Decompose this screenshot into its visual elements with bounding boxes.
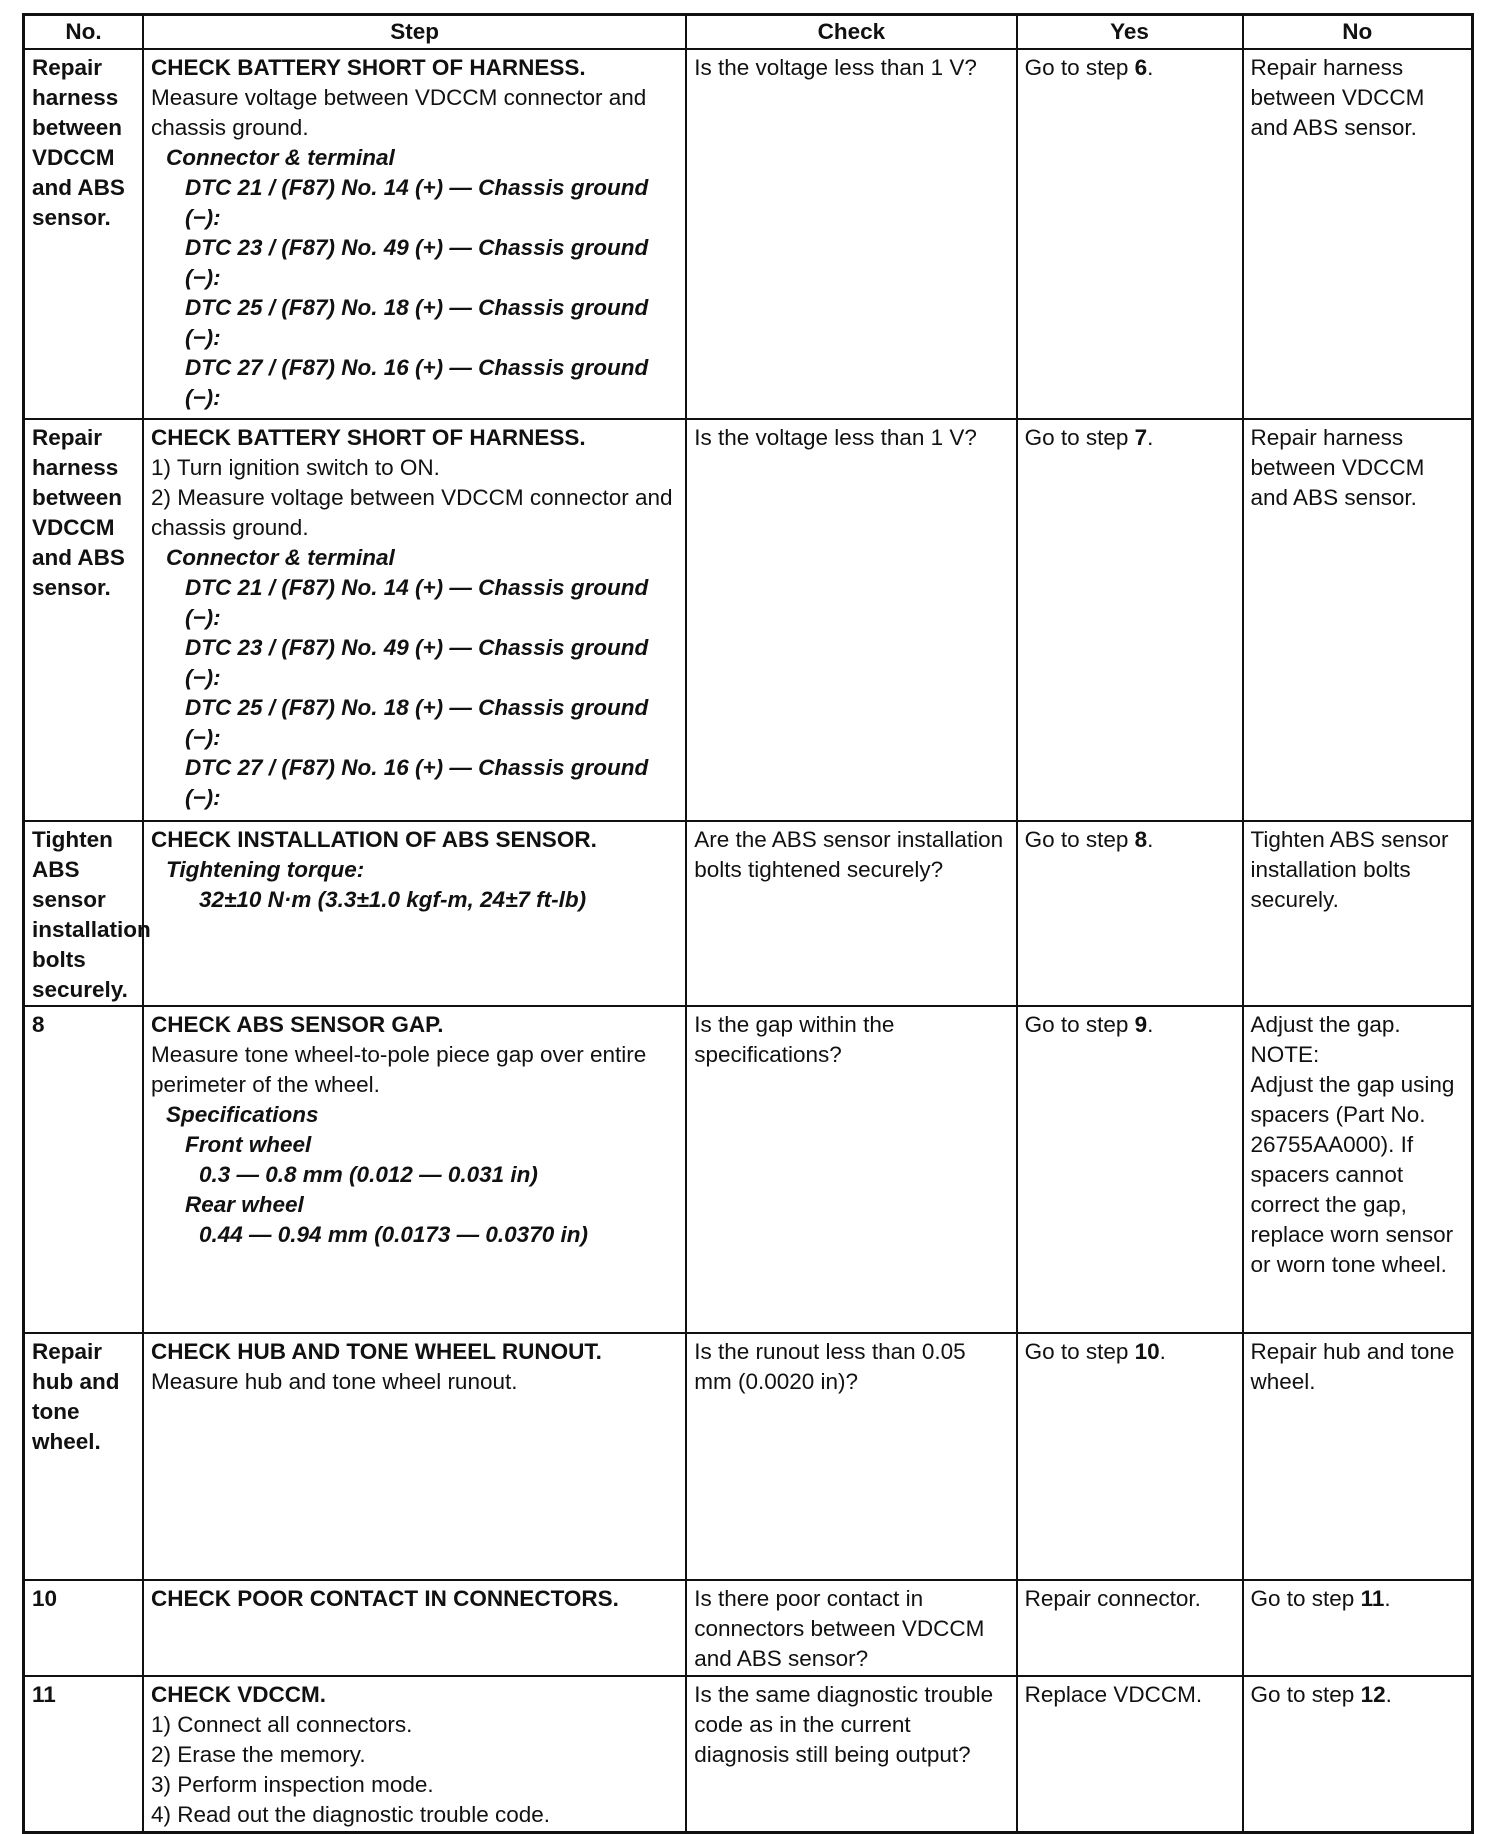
step-title: CHECK INSTALLATION OF ABS SENSOR. [150, 827, 597, 852]
step-number: Repair hub and tone wheel. [24, 1333, 143, 1580]
table-row [24, 1006, 1473, 1333]
yes-suffix: . [1147, 1012, 1154, 1037]
step-sub-item: DTC 23 / (F87) No. 49 (+) — Chassis ground (−): [184, 635, 649, 690]
step-title: CHECK VDCCM. [150, 1682, 326, 1707]
step-number: Repair harness between VDCCM and ABS sensor. [24, 419, 143, 821]
yes-text: Replace VDCCM. [1024, 1682, 1203, 1707]
step-number: Repair harness between VDCCM and ABS sensor. [24, 49, 143, 419]
step-title: CHECK BATTERY SHORT OF HARNESS. [150, 55, 586, 80]
yes-step-ref: 10 [1134, 1339, 1160, 1364]
step-text: Measure tone wheel-to-pole piece gap over entire perimeter of the wheel. [150, 1042, 647, 1097]
yes-text: Go to step [1024, 425, 1135, 450]
table-row [24, 1333, 1473, 1580]
step-cell [143, 49, 686, 419]
step-sub-item: DTC 27 / (F87) No. 16 (+) — Chassis ground (−): [184, 755, 649, 810]
yes-suffix: . [1159, 1339, 1166, 1364]
table-row [24, 419, 1473, 821]
step-sub-item: DTC 23 / (F87) No. 49 (+) — Chassis ground (−): [184, 235, 649, 290]
yes-cell [1017, 821, 1243, 1006]
step-sub-item: DTC 25 / (F87) No. 18 (+) — Chassis ground (−): [184, 695, 649, 750]
yes-suffix: . [1147, 827, 1154, 852]
yes-step-ref: 9 [1134, 1012, 1148, 1037]
front-wheel-label: Front wheel [184, 1132, 312, 1157]
yes-step-ref: 8 [1134, 827, 1148, 852]
yes-step-ref: 7 [1134, 425, 1148, 450]
rear-wheel-label: Rear wheel [184, 1192, 304, 1217]
check-cell: Is the voltage less than 1 V? [686, 49, 1016, 419]
step-cell [143, 1333, 686, 1580]
check-cell: Are the ABS sensor installation bolts tightened securely? [686, 821, 1016, 1006]
no-cell: Repair harness between VDCCM and ABS sensor. [1243, 49, 1473, 419]
step-cell [143, 1676, 686, 1832]
no-cell [1243, 1580, 1473, 1676]
no-suffix: . [1385, 1682, 1392, 1707]
yes-cell [1017, 1006, 1243, 1333]
step-text: 3) Perform inspection mode. [150, 1772, 434, 1797]
diagnostic-table [22, 13, 1474, 1834]
step-cell [143, 419, 686, 821]
step-text: Measure hub and tone wheel runout. [150, 1369, 518, 1394]
no-note-text: Adjust the gap using spacers (Part No. 26755AA000). If spacers cannot correct the gap, replace worn sensor or worn tone wheel. [1250, 1072, 1455, 1277]
step-text: 2) Erase the memory. [150, 1742, 366, 1767]
step-sub-item: DTC 25 / (F87) No. 18 (+) — Chassis ground (−): [184, 295, 649, 350]
step-sub-item: DTC 21 / (F87) No. 14 (+) — Chassis ground (−): [184, 575, 649, 630]
yes-cell [1017, 1333, 1243, 1580]
yes-suffix: . [1147, 425, 1154, 450]
step-cell [143, 1580, 686, 1676]
step-number: 8 [24, 1006, 143, 1333]
check-cell: Is the same diagnostic trouble code as in the current diagnosis still being output? [686, 1676, 1016, 1832]
check-cell: Is the runout less than 0.05 mm (0.0020 in)? [686, 1333, 1016, 1580]
header-yes: Yes [1017, 15, 1243, 50]
no-cell: Repair harness between VDCCM and ABS sensor. [1243, 419, 1473, 821]
step-number: 10 [24, 1580, 143, 1676]
check-cell: Is there poor contact in connectors between VDCCM and ABS sensor? [686, 1580, 1016, 1676]
no-text: Adjust the gap. [1250, 1012, 1401, 1037]
step-text: 2) Measure voltage between VDCCM connector and chassis ground. [150, 485, 673, 540]
step-number: 11 [24, 1676, 143, 1832]
no-cell [1243, 1676, 1473, 1832]
step-title: CHECK ABS SENSOR GAP. [150, 1012, 444, 1037]
header-step: Step [143, 15, 686, 50]
step-sub-item: DTC 21 / (F87) No. 14 (+) — Chassis ground (−): [184, 175, 649, 230]
step-title: CHECK HUB AND TONE WHEEL RUNOUT. [150, 1339, 602, 1364]
step-sub-label: Connector & terminal [165, 145, 395, 170]
step-sub-label: Connector & terminal [165, 545, 395, 570]
no-text: Go to step [1250, 1586, 1361, 1611]
header-no: No. [24, 15, 143, 50]
table-row [24, 821, 1473, 1006]
yes-cell [1017, 419, 1243, 821]
yes-suffix: . [1147, 55, 1154, 80]
yes-step-ref: 6 [1134, 55, 1148, 80]
no-cell [1243, 1006, 1473, 1333]
check-cell: Is the voltage less than 1 V? [686, 419, 1016, 821]
yes-cell [1017, 49, 1243, 419]
table-row [24, 1580, 1473, 1676]
header-check: Check [686, 15, 1016, 50]
step-title: CHECK POOR CONTACT IN CONNECTORS. [150, 1586, 619, 1611]
table-header-row [24, 15, 1473, 50]
no-step-ref: 11 [1360, 1586, 1385, 1611]
yes-cell [1017, 1676, 1243, 1832]
step-cell [143, 1006, 686, 1333]
no-suffix: . [1384, 1586, 1391, 1611]
rear-wheel-value: 0.44 — 0.94 mm (0.0173 — 0.0370 in) [198, 1222, 588, 1247]
table-row [24, 49, 1473, 419]
no-cell: Tighten ABS sensor installation bolts securely. [1243, 821, 1473, 1006]
yes-text: Go to step [1024, 827, 1135, 852]
table-row [24, 1676, 1473, 1832]
specs-label: Specifications [165, 1102, 319, 1127]
yes-text: Go to step [1024, 1339, 1135, 1364]
check-cell: Is the gap within the specifications? [686, 1006, 1016, 1333]
step-text: 4) Read out the diagnostic trouble code. [150, 1802, 550, 1827]
step-sub-item: 32±10 N·m (3.3±1.0 kgf-m, 24±7 ft-lb) [198, 887, 587, 912]
step-sub-label: Tightening torque: [165, 857, 365, 882]
yes-text: Repair connector. [1024, 1586, 1201, 1611]
front-wheel-value: 0.3 — 0.8 mm (0.012 — 0.031 in) [198, 1162, 538, 1187]
yes-cell [1017, 1580, 1243, 1676]
step-text: Measure voltage between VDCCM connector and chassis ground. [150, 85, 647, 140]
step-text: 1) Turn ignition switch to ON. [150, 455, 440, 480]
step-cell [143, 821, 686, 1006]
step-sub-item: DTC 27 / (F87) No. 16 (+) — Chassis ground (−): [184, 355, 649, 410]
step-number: Tighten ABS sensor installation bolts securely. [24, 821, 143, 1006]
no-note-label: NOTE: [1250, 1042, 1320, 1067]
yes-text: Go to step [1024, 55, 1135, 80]
step-text: 1) Connect all connectors. [150, 1712, 413, 1737]
header-no-result: No [1243, 15, 1473, 50]
no-step-ref: 12 [1360, 1682, 1386, 1707]
yes-text: Go to step [1024, 1012, 1135, 1037]
step-title: CHECK BATTERY SHORT OF HARNESS. [150, 425, 586, 450]
no-text: Go to step [1250, 1682, 1361, 1707]
no-cell: Repair hub and tone wheel. [1243, 1333, 1473, 1580]
